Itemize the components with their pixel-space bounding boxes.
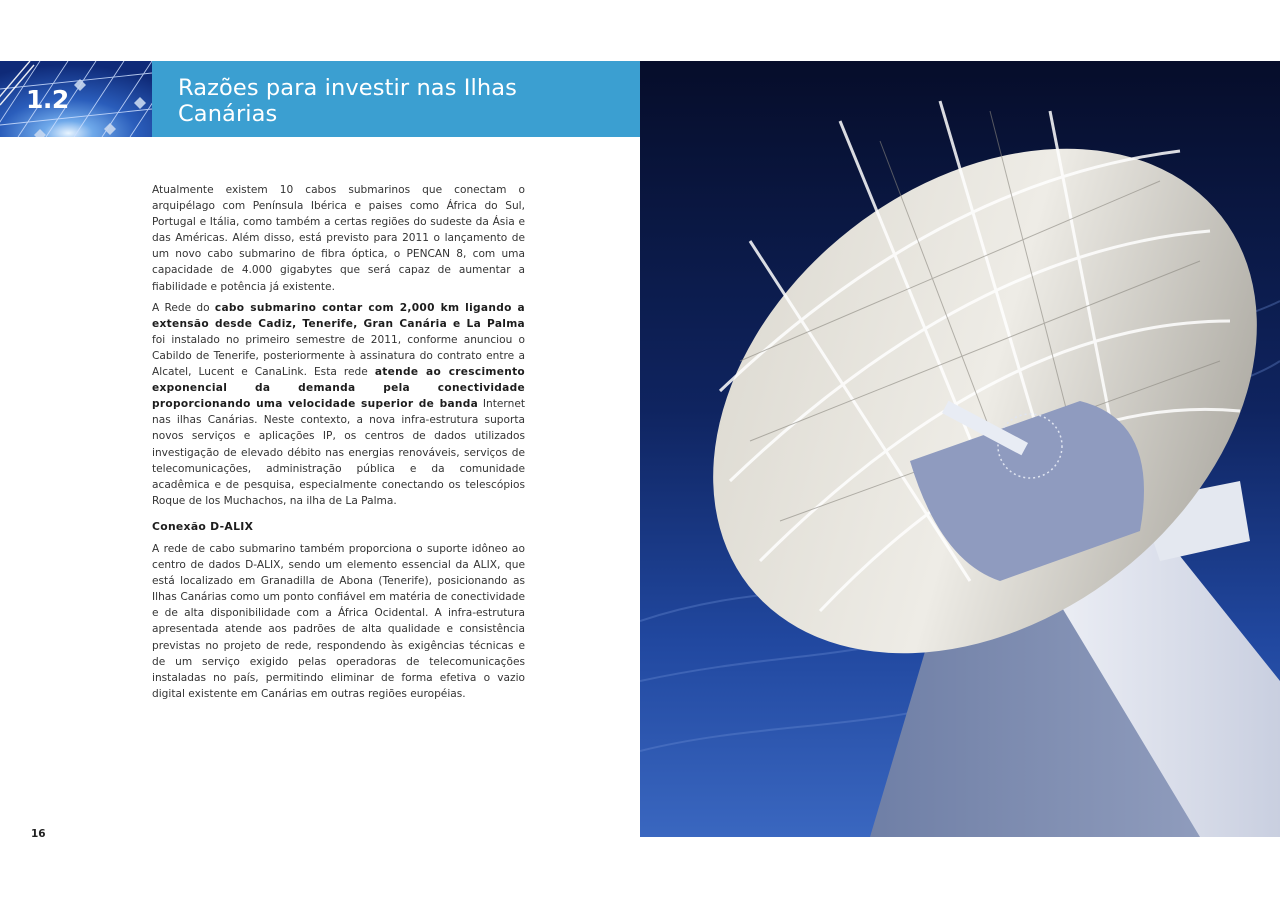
bold-text-run: cabo submarino contar com 2,000 km ligando a extensão desde Cadiz, Tenerife, Gran Canária e La Palma: [152, 301, 526, 330]
satellite-dish-photo: [640, 61, 1280, 837]
text-run: A Rede do: [152, 301, 215, 314]
bold-text-run: atende ao crescimento exponencial da demanda pela conectividade proporcionando uma velocidade superior de banda: [152, 366, 526, 411]
paragraph-intro: Atualmente existem 10 cabos submarinos que conectam o arquipélago com Península Ibérica e paises como África do Sul, Portugal e Itália, como também a certas regiões do sudeste da Ásia e das Américas. Além disso, está previsto para 2011 o lançamento de um novo cabo submarino de fibra óptica, o PENCAN 8, com uma capacidade de 4.000 gigabytes que será capaz de aumentar a fiabilidade e potência já existente.: [152, 184, 525, 293]
title-band: [152, 61, 640, 137]
paragraph-dalix: A rede de cabo submarino também proporciona o suporte idôneo ao centro de dados D-ALIX, sendo um elemento essencial da ALIX, que está localizado em Granadilla de Abona (Tenerife), posicionando as Ilhas Canárias como um ponto confiável em matéria de conectividade e de alta disponibilidade com a África Ocidental. A infra-estrutura apresentada atende aos padrões de alta qualidade e consistência previstas no projeto de rede, respondendo às exigências técnicas e de um serviço exigido pelas operadoras de telecomunicações instaladas no país, permitindo eliminar de forma efetiva o vazio digital existente em Canárias em outras regiões européias.: [152, 542, 525, 700]
subheading-dalix: Conexão D-ALIX: [152, 519, 254, 533]
solar-panel-image: [0, 61, 152, 137]
page-title-line1: Razões para investir nas Ilhas: [178, 75, 517, 101]
page-title-line2: Canárias: [178, 101, 278, 127]
paragraph-submarine-cable: [152, 300, 525, 509]
page-number: 16: [31, 828, 46, 840]
text-run: foi instalado no primeiro semestre de 2011, conforme anunciou o Cabildo de Tenerife, posteriormente à assinatura do contrato entre a Alcatel, Lucent e CanaLink. Esta rede: [152, 333, 525, 379]
page-title: [178, 75, 517, 127]
article-body: [152, 182, 525, 707]
text-run: Internet nas ilhas Canárias. Neste contexto, a nova infra-estrutura suporta novos serviços e aplicações IP, os centros de dados utilizados investigação de elevado débito nas energias renováveis, serviços de telecomunicações, administração pública e da comunidade acadêmica e de pesquisa, especialmente conectando os telescópios Roque de los Muchachos, na ilha de La Palma.: [152, 398, 525, 507]
section-number: 1.2: [26, 85, 69, 114]
